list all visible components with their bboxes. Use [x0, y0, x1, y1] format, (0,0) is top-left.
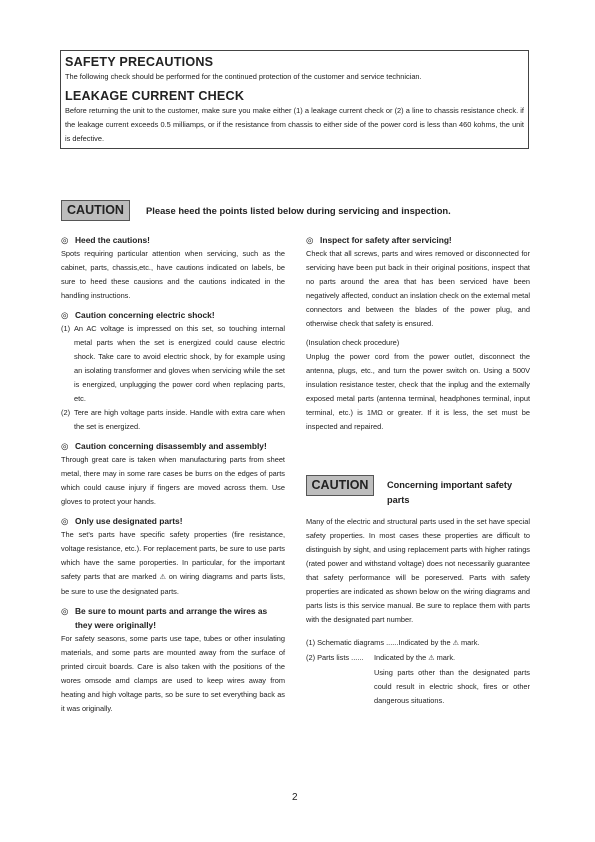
warning-triangle-icon: ⚠ — [159, 574, 166, 581]
list-item: (1) An AC voltage is impressed on this set, so touching internal metal parts when the set is energized could cause electric shock. Take care to avoid electric shock, by for example using an isolating transformer and gloves when servicing while the set is energized, unplugging the power cord when replacing parts, etc. — [61, 324, 285, 403]
warning-triangle-icon: ⚠ — [452, 640, 459, 647]
leakage-current-title: LEAKAGE CURRENT CHECK — [65, 89, 245, 103]
section-heading: ◎ Caution concerning disassembly and assembly! — [61, 441, 267, 451]
safety-precautions-title: SAFETY PRECAUTIONS — [65, 55, 214, 69]
circle-bullet-icon: ◎ — [61, 235, 69, 245]
section-body: The set's parts have specific safety properties (fire resistance, voltage resistance, etc.). For replacement parts, be sure to use parts which have the same poroperties. In particular, for the important safety parts that are marked ⚠ on wiring diagrams and parts lists, be sure to use the designated parts. — [61, 530, 286, 596]
safety-parts-body: Many of the electric and structural parts used in the set have special safety properties. In most cases these properties are difficult to distinguish by sight, and using replacement parts with higher ratings (rated power and withstand voltage) does not necessarily guarantee that safety performance will be poreserved. Parts with safety properties are indicated as shown below on the wiring diagrams and parts lists is this service manual. Be sure to replace them with parts with the designated part number. — [306, 517, 530, 624]
list-item: (2) Tere are high voltage parts inside. Handle with extra care when the set is energized. — [61, 408, 285, 431]
circle-bullet-icon: ◎ — [306, 235, 314, 245]
page-number: 2 — [292, 792, 298, 803]
section-heading: ◎ Inspect for safety after servicing! — [306, 235, 452, 245]
safety-parts-title: Concerning important safety parts — [387, 480, 513, 505]
circle-bullet-icon: ◎ — [61, 516, 69, 526]
section-heading: ◎ Be sure to mount parts and arrange the wires as they were originally! — [61, 606, 268, 630]
caution-badge-2: CAUTION — [306, 475, 374, 496]
safety-intro: The following check should be performed for the continued protection of the customer and service technician. — [65, 72, 422, 81]
circle-bullet-icon: ◎ — [61, 441, 69, 451]
left-column — [61, 233, 285, 716]
right-column — [306, 233, 530, 434]
section-body: For safety seasons, some parts use tape, tubes or other insulating materials, and some parts are mounted away from the surface of printed circuit boards. Care is also taken with the positions of the wores omsode amd clamps are used to keep wires away from heating and high voltage parts, so be sure to set everything back as it was originally. — [61, 634, 285, 713]
section-body: Spots requiring particular attention when servicing, such as the cabinet, parts, chassis,etc., have cautions indicated on labels, be sure to heed these causions and the cautions indicated in the handling instructions. — [61, 249, 285, 300]
caution-heading: Please heed the points listed below during servicing and inspection. — [146, 205, 451, 216]
warning-triangle-icon: ⚠ — [428, 655, 435, 662]
section-body: Through great care is taken when manufacturing parts from sheet metal, there may in some rare cases be burrs on the edges of parts which could cause injury if fingers are moved across them. Use gloves to protect your hands. — [61, 455, 285, 506]
circle-bullet-icon: ◎ — [61, 606, 69, 616]
circle-bullet-icon: ◎ — [61, 310, 69, 320]
safety-box — [60, 50, 529, 149]
section-heading: ◎ Only use designated parts! — [61, 516, 183, 526]
caution-badge: CAUTION — [61, 200, 130, 221]
procedure-title: (Insulation check procedure) — [306, 338, 400, 347]
leakage-current-body: Before returning the unit to the customer, make sure you make either (1) a leakage current check or (2) a line to chassis resistance check. if the leakage current exceeds 0.5 milliamps, or if the resistance from chassis to either side of the power cord is less than 460 kohms, the unit is defective. — [65, 106, 524, 143]
list-item: (1) Schematic diagrams ......Indicated by the ⚠ mark. — [306, 636, 530, 651]
list-note: Using parts other than the designated parts could result in electric shock, fires or other dangerous situations. — [374, 668, 530, 705]
section-body: Check that all screws, parts and wires removed or disconnected for servicing have been put back in their original positions, inspect that no parts around the area that has been serviced have been negatively affected, conduct an inslation check on the external metal connectors and between the blades of the power plug, and otherwise check that safety is ensured. — [306, 249, 530, 328]
safety-parts-section — [306, 515, 530, 708]
procedure-body: Unplug the power cord from the power outlet, disconnect the antenna, plugs, etc., and turn the power switch on. Using a 500V insulation resistance tester, check that the inplug and the externally exposed metal parts (antenna terminal, headphones terminal, input terminal, etc.) is 1MΩ or greater. If it is less, the set must be inspected and repaired. — [306, 352, 530, 431]
section-heading: ◎ Caution concerning electric shock! — [61, 310, 215, 320]
list-item: (2) Parts lists ...... Indicated by the ⚠ mark. Using parts other than the designated parts could result in electric shock, fires or other dangerous situations. — [306, 651, 530, 708]
section-heading: ◎ Heed the cautions! — [61, 235, 150, 245]
